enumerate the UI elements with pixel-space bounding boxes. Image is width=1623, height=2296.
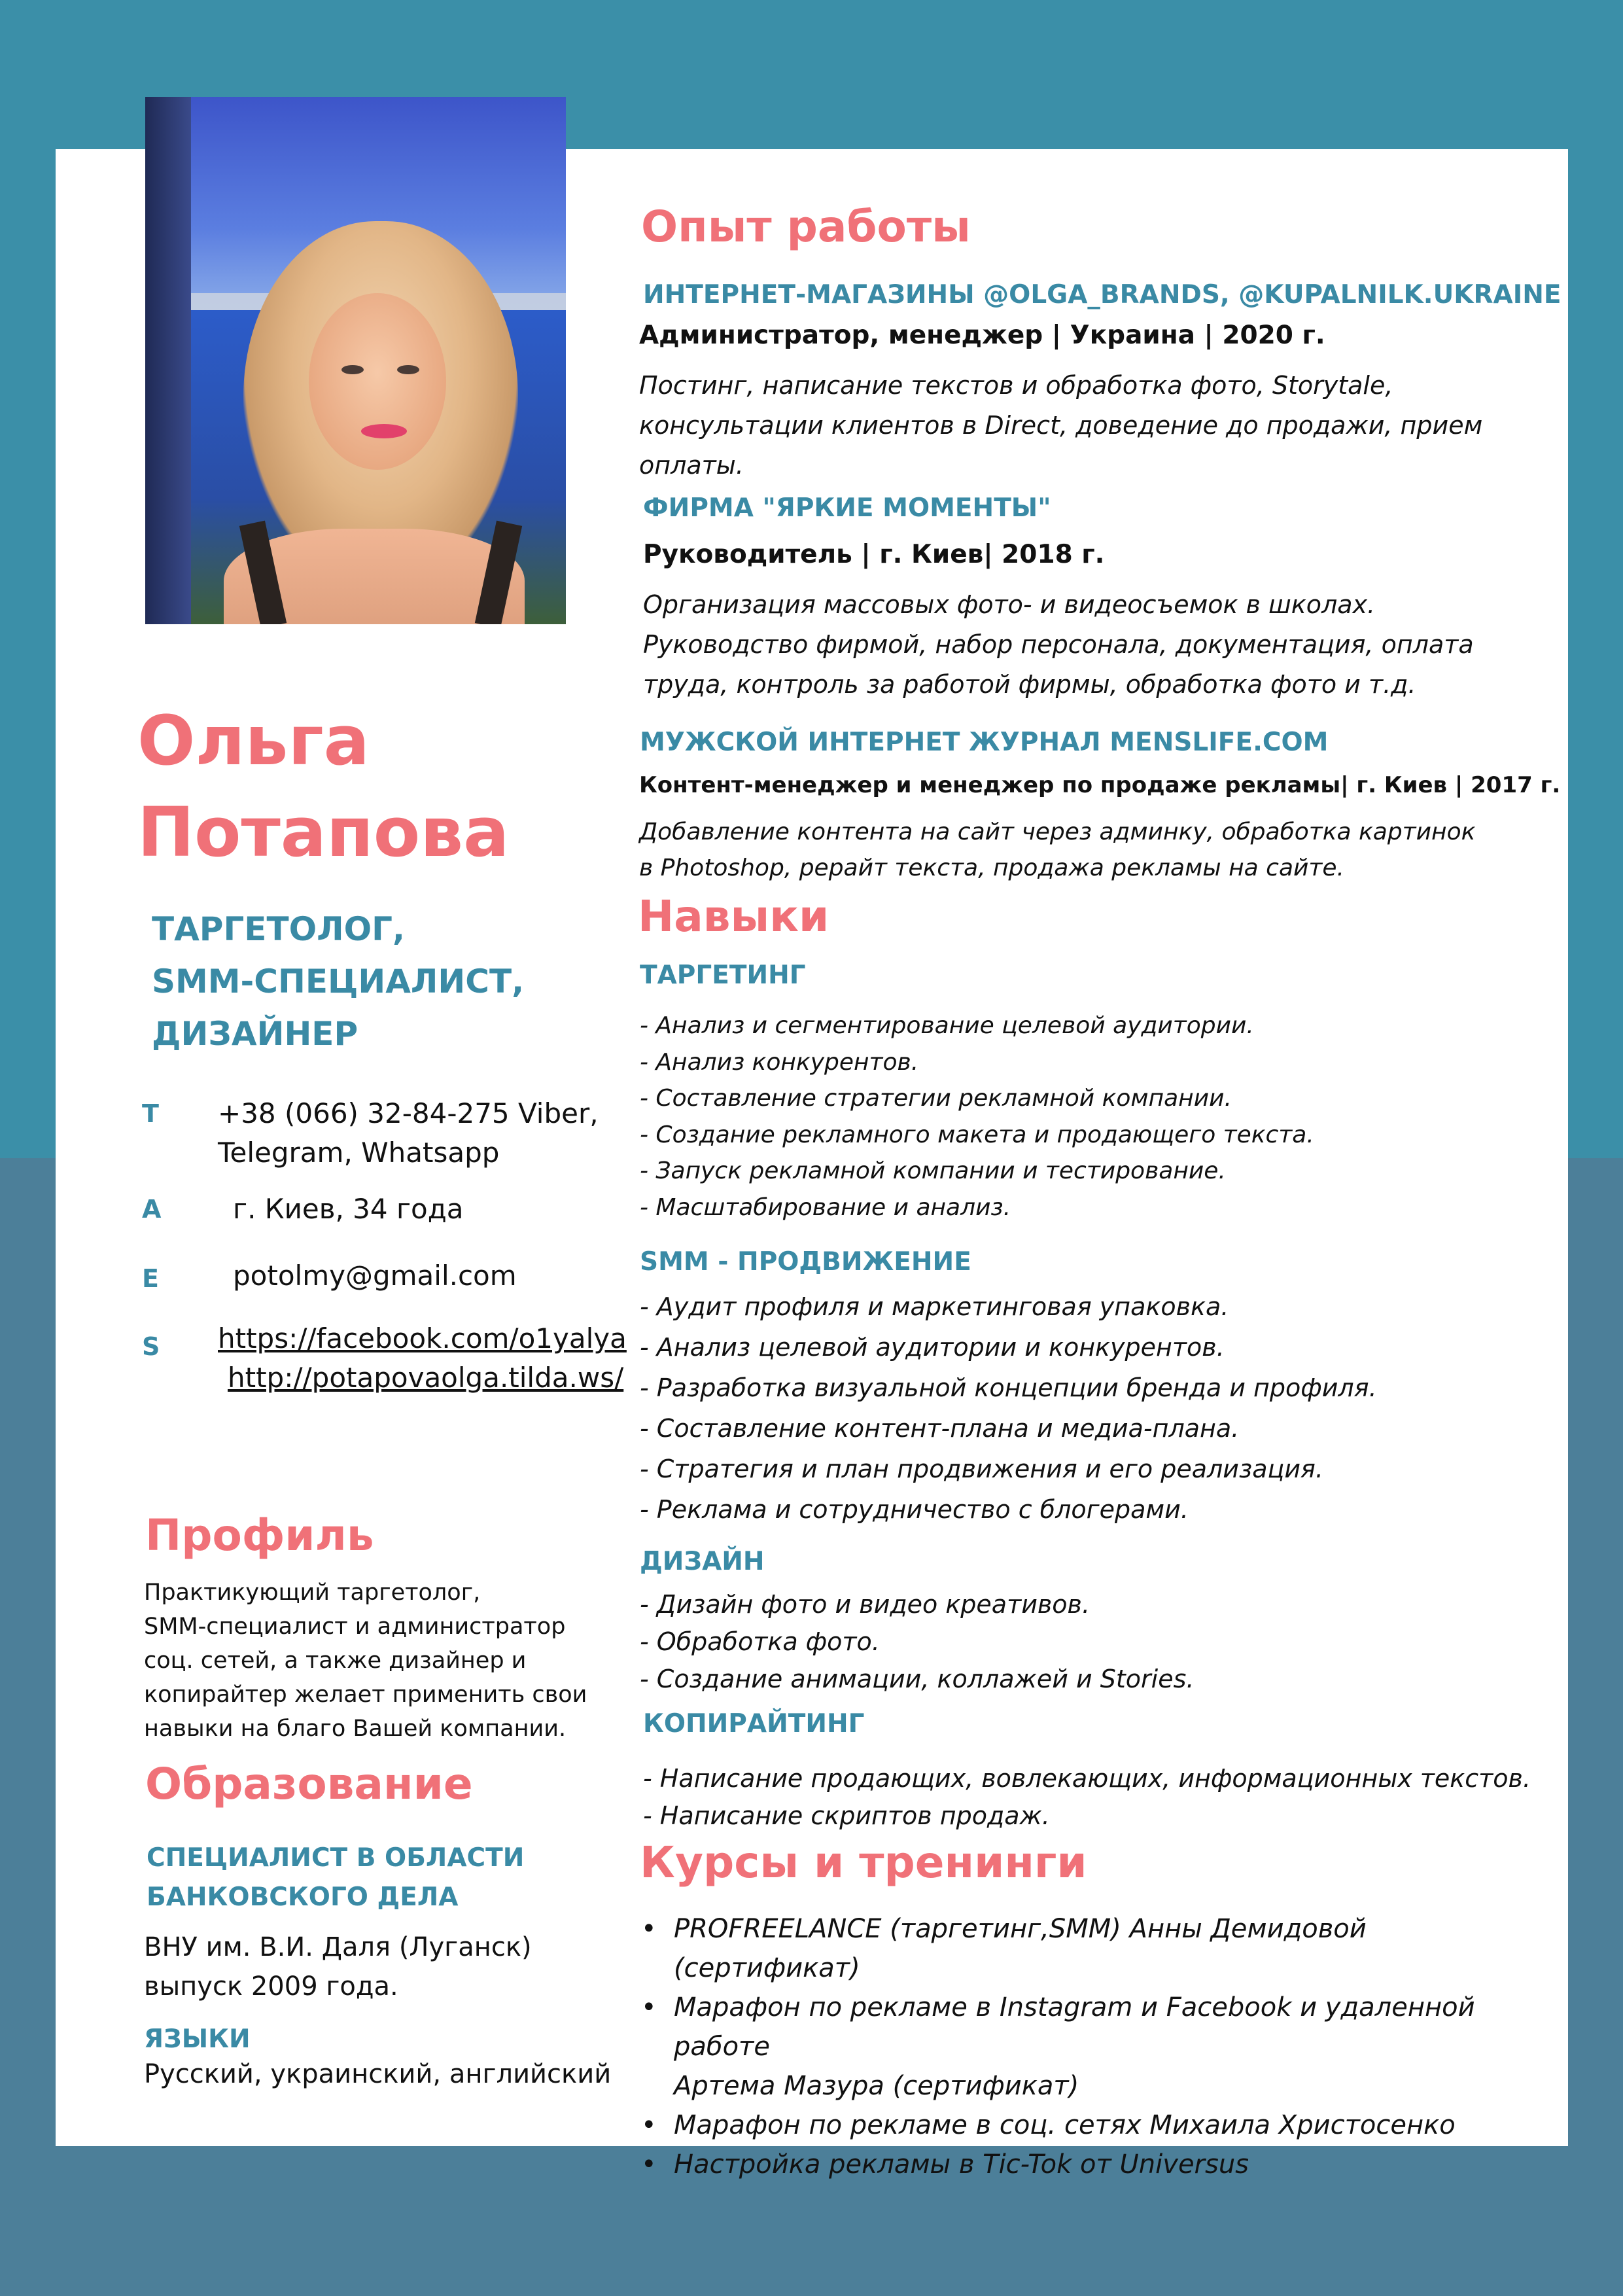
skills-title: Навыки — [638, 891, 829, 942]
phone-value[interactable]: +38 (066) 32-84-275 Viber, Telegram, Whatsapp — [218, 1097, 599, 1169]
website-link[interactable]: http://potapovaolga.tilda.ws/ — [228, 1362, 624, 1394]
job-company: МУЖСКОЙ ИНТЕРНЕТ ЖУРНАЛ MENSLIFE.COM — [640, 728, 1329, 757]
last-name: Потапова — [137, 792, 510, 872]
address-value: г. Киев, 34 года — [233, 1193, 464, 1225]
job-titles — [152, 903, 524, 1060]
list-item: • Настройка рекламы в Tic-Tok от Universus — [641, 2145, 1544, 2184]
list-item: - Запуск рекламной компании и тестирование. — [640, 1157, 1226, 1184]
degree: СПЕЦИАЛИСТ В ОБЛАСТИ БАНКОВСКОГО ДЕЛА — [147, 1843, 525, 1912]
list-item: - Реклама и сотрудничество с блогерами. — [640, 1495, 1189, 1524]
role-line: ДИЗАЙНЕР — [152, 1015, 358, 1053]
list-item: - Написание скриптов продаж. — [643, 1801, 1050, 1830]
profile-title: Профиль — [145, 1510, 374, 1561]
skill-group-title: SMM - ПРОДВИЖЕНИЕ — [640, 1247, 971, 1277]
job-position: Контент-менеджер и менеджер по продаже рекламы| г. Киев | 2017 г. — [639, 772, 1561, 798]
list-item: - Анализ конкурентов. — [640, 1048, 919, 1076]
university: ВНУ им. В.И. Даля (Луганск) выпуск 2009 года. — [144, 1932, 532, 2002]
list-item: - Аудит профиля и маркетинговая упаковка. — [640, 1292, 1229, 1321]
email-label: E — [142, 1264, 159, 1293]
skill-group-title: КОПИРАЙТИНГ — [643, 1709, 865, 1739]
skill-list — [640, 1286, 1377, 1530]
list-item: - Составление контент-плана и медиа-плана. — [640, 1414, 1240, 1443]
list-item: • Марафон по рекламе в Instagram и Facebook и удаленной работе Артема Мазура (сертификат) — [641, 1988, 1544, 2106]
job-description: Организация массовых фото- и видеосъемок в школах. Руководство фирмой, набор персонала, документация, оплата труда, контроль за работой фирмы, обработка фото и т.д. — [643, 590, 1474, 699]
list-item: - Составление стратегии рекламной компании. — [640, 1085, 1232, 1112]
skill-list — [640, 1008, 1314, 1226]
phone-label: T — [142, 1099, 159, 1128]
profile-photo — [145, 97, 566, 624]
skill-list — [643, 1760, 1531, 1835]
skill-group-title: ТАРГЕТИНГ — [640, 961, 806, 990]
list-item: - Дизайн фото и видео креативов. — [640, 1590, 1091, 1619]
list-item: - Анализ целевой аудитории и конкурентов. — [640, 1333, 1225, 1362]
profile-text: Практикующий таргетолог, SMM-специалист и администратор соц. сетей, а также дизайнер и копирайтер желает применить свои навыки на благо Вашей компании. — [144, 1580, 587, 1742]
job-description: Постинг, написание текстов и обработка фото, Storytale, консультации клиентов в Direct, доведение до продажи, прием оплаты. — [639, 371, 1483, 480]
languages-title: ЯЗЫКИ — [144, 2024, 251, 2054]
job-company: ИНТЕРНЕТ-МАГАЗИНЫ @OLGA_BRANDS, @KUPALNILK.UKRAINE — [643, 280, 1562, 309]
role-line: ТАРГЕТОЛОГ, — [152, 910, 405, 948]
skill-list — [640, 1586, 1194, 1698]
list-item: - Разработка визуальной концепции бренда и профиля. — [640, 1373, 1377, 1402]
job-company: ФИРМА "ЯРКИЕ МОМЕНТЫ" — [643, 493, 1051, 523]
skill-group-title: ДИЗАЙН — [640, 1547, 765, 1576]
address-label: A — [142, 1195, 162, 1224]
list-item: - Написание продающих, вовлекающих, информационных текстов. — [643, 1764, 1531, 1793]
list-item: - Масштабирование и анализ. — [640, 1193, 1011, 1221]
courses-title: Курсы и тренинги — [640, 1837, 1087, 1888]
list-item: • PROFREELANCE (таргетинг,SMM) Анны Демидовой (сертификат) — [641, 1909, 1544, 1988]
job-position: Администратор, менеджер | Украина | 2020 г. — [639, 321, 1325, 350]
courses-list — [641, 1909, 1544, 2184]
list-item: • Марафон по рекламе в соц. сетях Михаила Христосенко — [641, 2106, 1544, 2145]
name — [137, 695, 509, 878]
experience-title: Опыт работы — [641, 202, 971, 252]
list-item: - Создание анимации, коллажей и Stories. — [640, 1665, 1195, 1693]
facebook-link[interactable]: https://facebook.com/o1yalya — [218, 1322, 627, 1354]
list-item: - Анализ и сегментирование целевой аудитории. — [640, 1012, 1254, 1039]
role-line: SMM-СПЕЦИАЛИСТ, — [152, 963, 525, 1000]
email-value[interactable]: potolmy@gmail.com — [233, 1260, 517, 1292]
list-item: - Создание рекламного макета и продающего текста. — [640, 1121, 1314, 1148]
job-description: Добавление контента на сайт через админку, обработка картинок в Photoshop, рерайт текста, продажа рекламы на сайте. — [639, 819, 1476, 881]
list-item: - Обработка фото. — [640, 1627, 880, 1656]
job-position: Руководитель | г. Киев| 2018 г. — [643, 540, 1105, 569]
first-name: Ольга — [137, 701, 370, 781]
list-item: - Стратегия и план продвижения и его реализация. — [640, 1455, 1323, 1483]
languages-value: Русский, украинский, английский — [144, 2059, 612, 2089]
social-label: S — [142, 1332, 160, 1361]
education-title: Образование — [145, 1759, 473, 1809]
